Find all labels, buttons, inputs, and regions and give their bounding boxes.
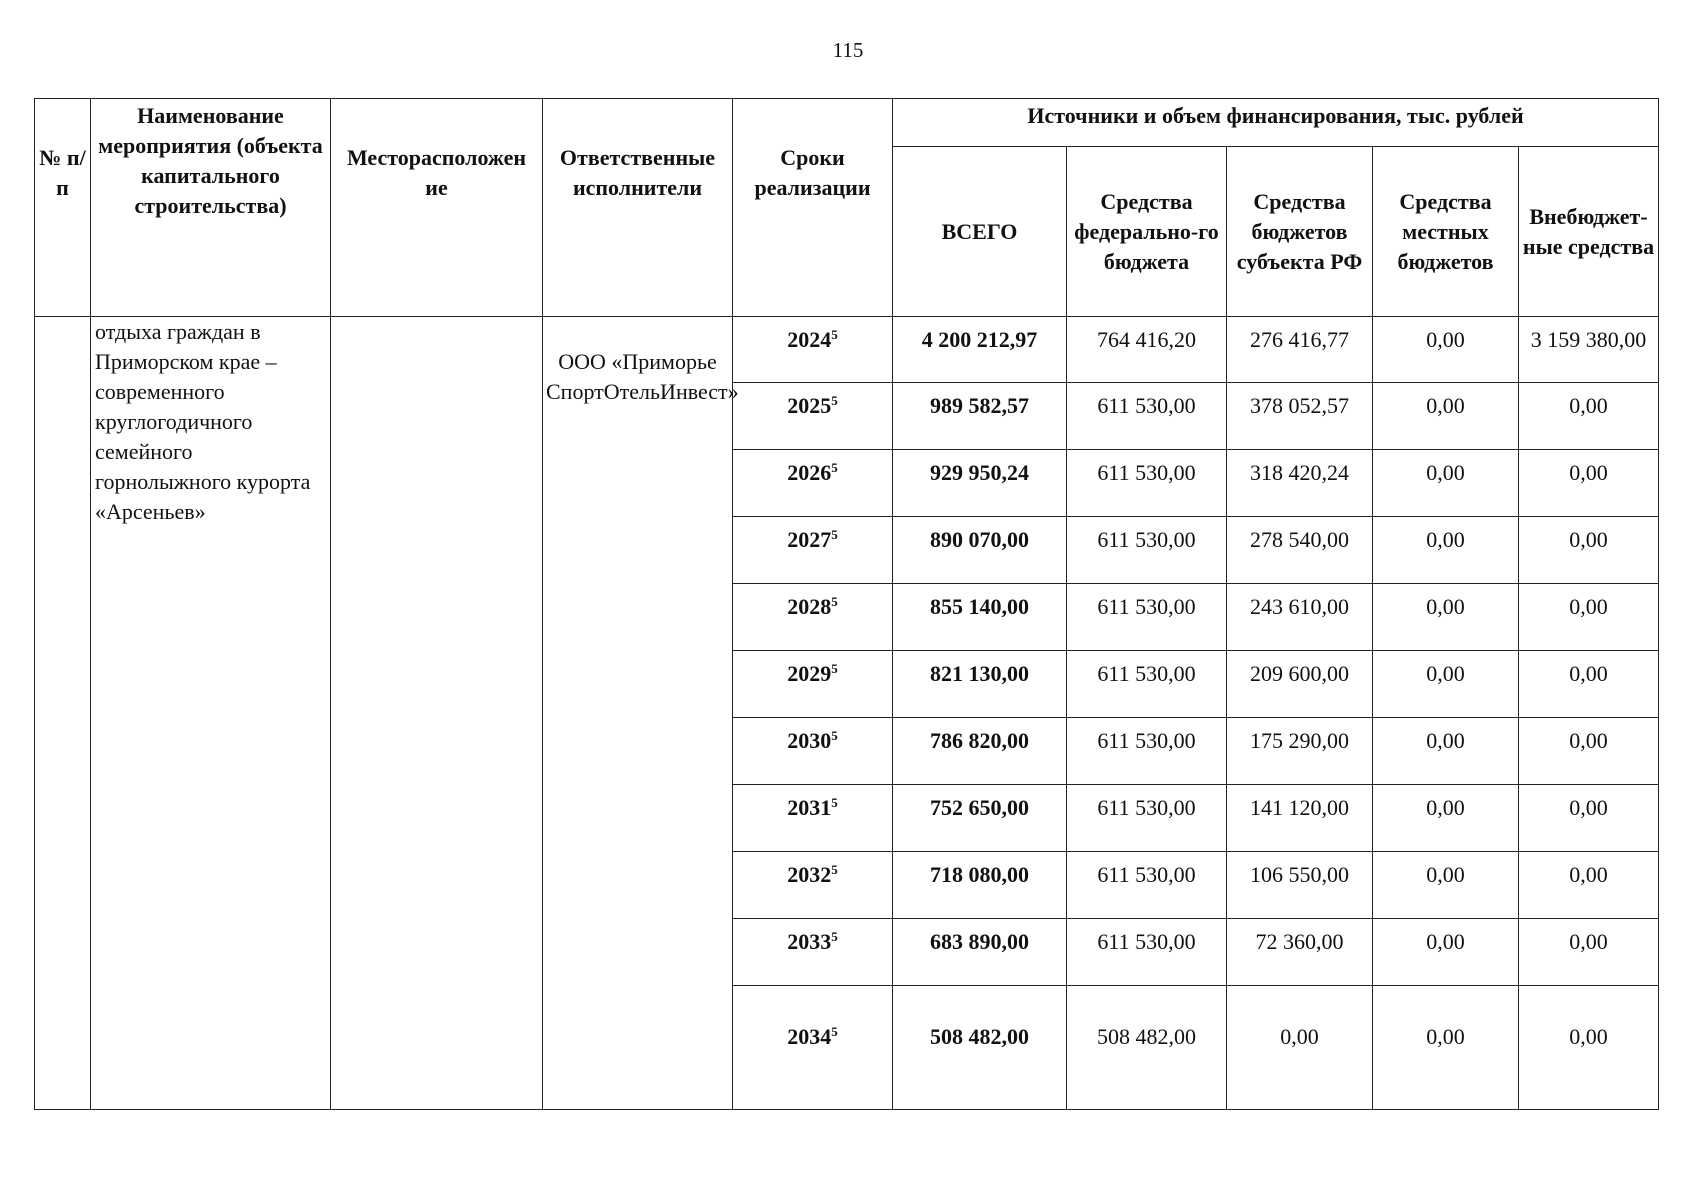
financing-table bbox=[34, 98, 1659, 1110]
footnote-mark: 5 bbox=[831, 862, 838, 877]
cell-year bbox=[733, 986, 893, 1110]
year-value: 2034 bbox=[787, 1024, 832, 1049]
header-regional: Средства бюджетов субъекта РФ bbox=[1227, 147, 1373, 317]
header-location: Месторасположен ие bbox=[331, 99, 543, 317]
header-period: Сроки реализации bbox=[733, 99, 893, 317]
year-value: 2031 bbox=[787, 795, 832, 820]
cell-regional: 278 540,00 bbox=[1227, 517, 1373, 584]
cell-year bbox=[733, 785, 893, 852]
table-row bbox=[35, 317, 1659, 383]
page-number: 115 bbox=[832, 38, 864, 62]
footnote-mark: 5 bbox=[831, 594, 838, 609]
footnote-mark: 5 bbox=[831, 460, 838, 475]
header-financing: Источники и объем финансирования, тыс. рублей bbox=[893, 99, 1659, 147]
cell-federal: 764 416,20 bbox=[1067, 317, 1227, 383]
cell-year bbox=[733, 450, 893, 517]
cell-local: 0,00 bbox=[1373, 517, 1519, 584]
cell-regional: 243 610,00 bbox=[1227, 584, 1373, 651]
cell-extra: 0,00 bbox=[1519, 785, 1659, 852]
cell-extra: 0,00 bbox=[1519, 986, 1659, 1110]
cell-local: 0,00 bbox=[1373, 584, 1519, 651]
cell-local: 0,00 bbox=[1373, 919, 1519, 986]
cell-federal: 611 530,00 bbox=[1067, 651, 1227, 718]
cell-year bbox=[733, 317, 893, 383]
header-federal: Средства федерально-го бюджета bbox=[1067, 147, 1227, 317]
cell-num bbox=[35, 317, 91, 1110]
cell-federal: 508 482,00 bbox=[1067, 986, 1227, 1110]
footnote-mark: 5 bbox=[831, 929, 838, 944]
cell-federal: 611 530,00 bbox=[1067, 517, 1227, 584]
cell-regional: 175 290,00 bbox=[1227, 718, 1373, 785]
cell-extra: 0,00 bbox=[1519, 651, 1659, 718]
cell-extra: 0,00 bbox=[1519, 517, 1659, 584]
cell-local: 0,00 bbox=[1373, 785, 1519, 852]
cell-local: 0,00 bbox=[1373, 986, 1519, 1110]
cell-object-name: отдыха граждан в Приморском крае – современного круглогодичного семейного горнолыжного курорта «Арсеньев» bbox=[91, 317, 331, 1110]
cell-federal: 611 530,00 bbox=[1067, 584, 1227, 651]
cell-total: 855 140,00 bbox=[893, 584, 1067, 651]
header-executors: Ответственные исполнители bbox=[543, 99, 733, 317]
year-value: 2026 bbox=[787, 460, 832, 485]
cell-regional: 106 550,00 bbox=[1227, 852, 1373, 919]
cell-year bbox=[733, 383, 893, 450]
cell-extra: 0,00 bbox=[1519, 450, 1659, 517]
footnote-mark: 5 bbox=[831, 728, 838, 743]
cell-extra: 3 159 380,00 bbox=[1519, 317, 1659, 383]
cell-total: 890 070,00 bbox=[893, 517, 1067, 584]
cell-regional: 141 120,00 bbox=[1227, 785, 1373, 852]
footnote-mark: 5 bbox=[831, 327, 838, 342]
header-local: Средства местных бюджетов bbox=[1373, 147, 1519, 317]
cell-regional: 378 052,57 bbox=[1227, 383, 1373, 450]
year-value: 2025 bbox=[787, 393, 832, 418]
year-value: 2027 bbox=[787, 527, 832, 552]
year-value: 2030 bbox=[787, 728, 832, 753]
cell-total: 718 080,00 bbox=[893, 852, 1067, 919]
footnote-mark: 5 bbox=[831, 393, 838, 408]
cell-year bbox=[733, 584, 893, 651]
cell-total: 989 582,57 bbox=[893, 383, 1067, 450]
cell-extra: 0,00 bbox=[1519, 383, 1659, 450]
footnote-mark: 5 bbox=[831, 795, 838, 810]
table-body bbox=[35, 317, 1659, 1110]
cell-local: 0,00 bbox=[1373, 852, 1519, 919]
cell-extra: 0,00 bbox=[1519, 919, 1659, 986]
cell-local: 0,00 bbox=[1373, 317, 1519, 383]
cell-year bbox=[733, 517, 893, 584]
cell-total: 508 482,00 bbox=[893, 986, 1067, 1110]
cell-local: 0,00 bbox=[1373, 718, 1519, 785]
cell-federal: 611 530,00 bbox=[1067, 785, 1227, 852]
cell-year bbox=[733, 852, 893, 919]
year-value: 2033 bbox=[787, 929, 832, 954]
cell-extra: 0,00 bbox=[1519, 584, 1659, 651]
cell-total: 929 950,24 bbox=[893, 450, 1067, 517]
cell-extra: 0,00 bbox=[1519, 718, 1659, 785]
cell-total: 786 820,00 bbox=[893, 718, 1067, 785]
cell-regional: 318 420,24 bbox=[1227, 450, 1373, 517]
header-extra: Внебюджет-ные средства bbox=[1519, 147, 1659, 317]
cell-federal: 611 530,00 bbox=[1067, 383, 1227, 450]
cell-regional: 276 416,77 bbox=[1227, 317, 1373, 383]
footnote-mark: 5 bbox=[831, 1024, 838, 1039]
cell-total: 752 650,00 bbox=[893, 785, 1067, 852]
cell-total: 821 130,00 bbox=[893, 651, 1067, 718]
cell-total: 4 200 212,97 bbox=[893, 317, 1067, 383]
cell-local: 0,00 bbox=[1373, 383, 1519, 450]
cell-regional: 0,00 bbox=[1227, 986, 1373, 1110]
cell-federal: 611 530,00 bbox=[1067, 919, 1227, 986]
footnote-mark: 5 bbox=[831, 527, 838, 542]
cell-extra: 0,00 bbox=[1519, 852, 1659, 919]
year-value: 2029 bbox=[787, 661, 832, 686]
cell-regional: 209 600,00 bbox=[1227, 651, 1373, 718]
year-value: 2024 bbox=[787, 327, 832, 352]
cell-regional: 72 360,00 bbox=[1227, 919, 1373, 986]
cell-total: 683 890,00 bbox=[893, 919, 1067, 986]
year-value: 2028 bbox=[787, 594, 832, 619]
cell-federal: 611 530,00 bbox=[1067, 450, 1227, 517]
cell-executor: ООО «Приморье СпортОтельИнвест» bbox=[543, 317, 733, 1110]
cell-federal: 611 530,00 bbox=[1067, 852, 1227, 919]
cell-location bbox=[331, 317, 543, 1110]
footnote-mark: 5 bbox=[831, 661, 838, 676]
cell-federal: 611 530,00 bbox=[1067, 718, 1227, 785]
cell-year bbox=[733, 718, 893, 785]
year-value: 2032 bbox=[787, 862, 832, 887]
header-num: № п/п bbox=[35, 99, 91, 317]
cell-local: 0,00 bbox=[1373, 651, 1519, 718]
header-name: Наименование мероприятия (объекта капитального строительства) bbox=[91, 99, 331, 317]
cell-local: 0,00 bbox=[1373, 450, 1519, 517]
cell-year bbox=[733, 651, 893, 718]
cell-year bbox=[733, 919, 893, 986]
header-total: ВСЕГО bbox=[893, 147, 1067, 317]
